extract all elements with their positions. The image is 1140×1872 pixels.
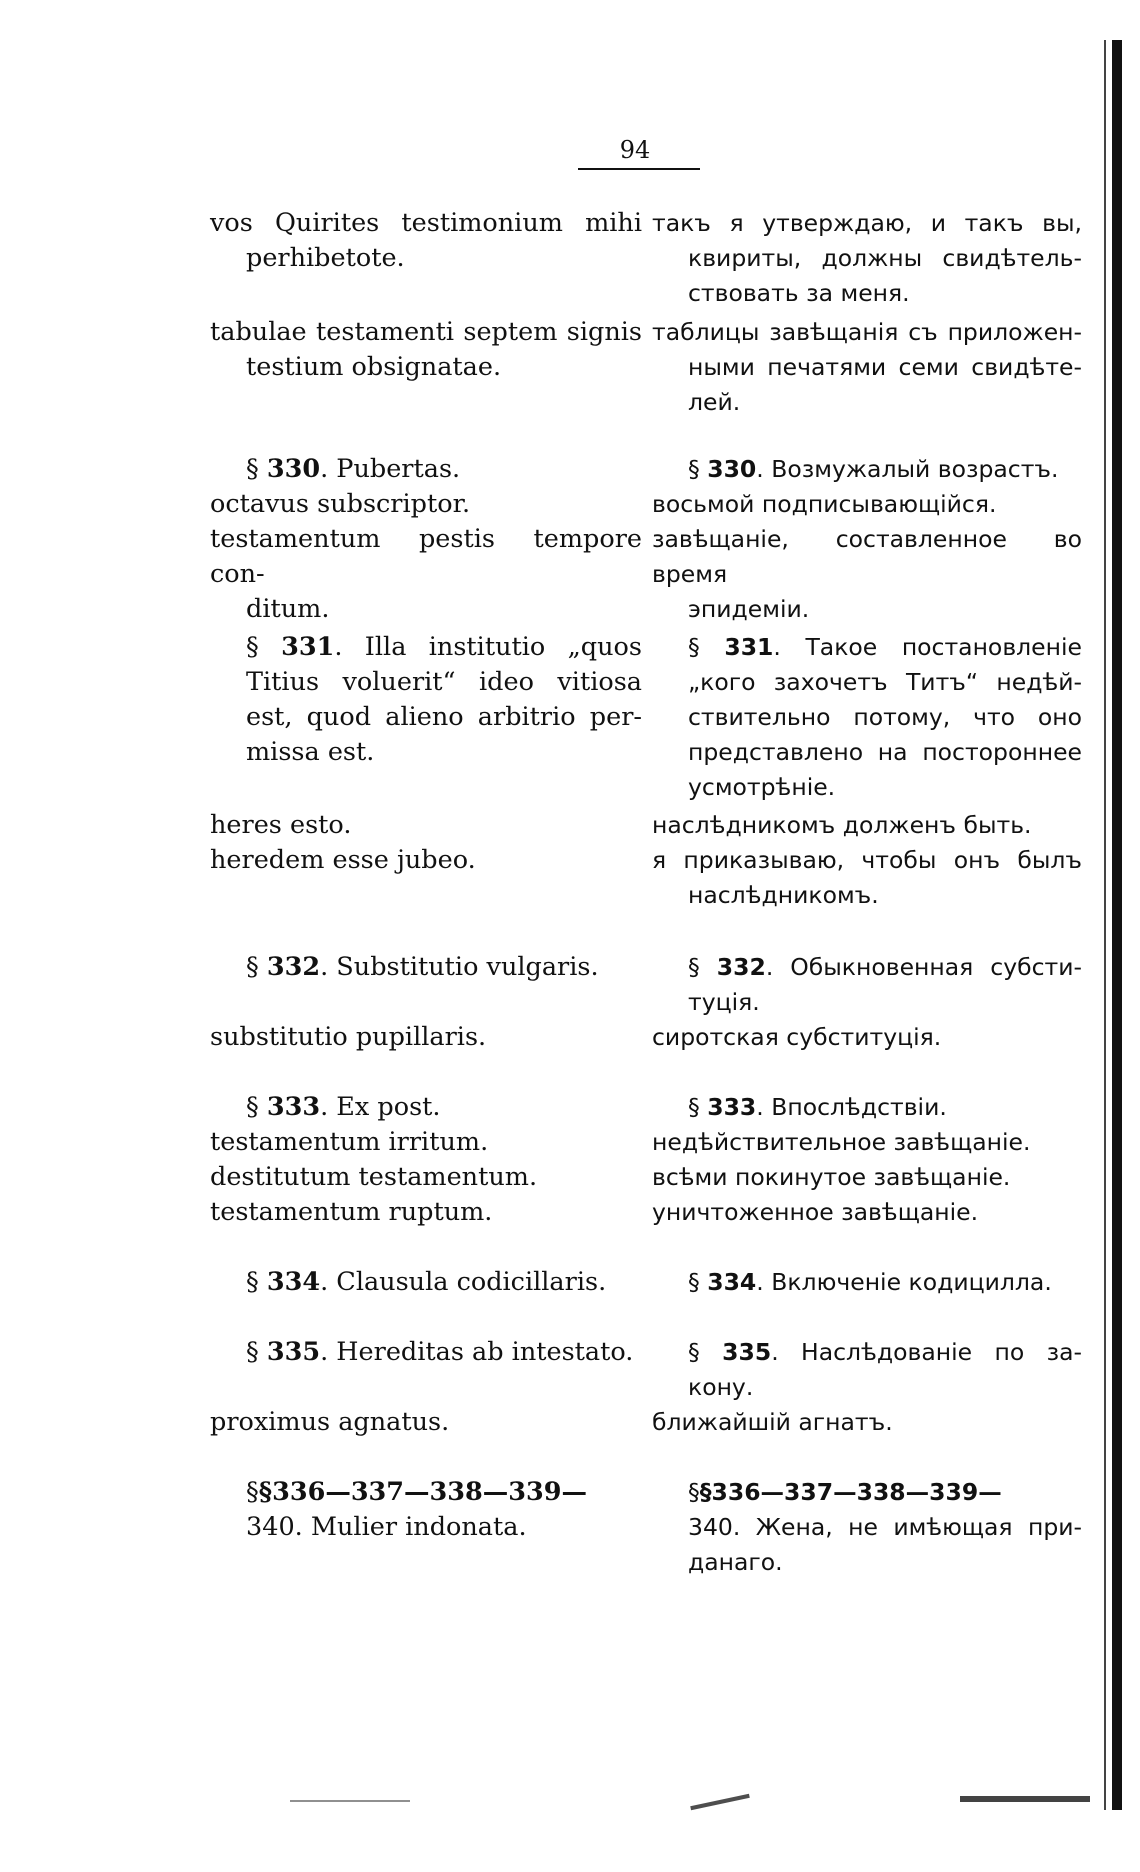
- section-title: . Substitutio vulgaris.: [320, 952, 599, 982]
- section-title: . Включеніе кодицилла.: [756, 1268, 1052, 1296]
- russian-line: ствовать за меня.: [688, 279, 910, 307]
- section-number: 331: [281, 632, 335, 662]
- latin-line: est, quod alieno arbitrio per-: [246, 702, 642, 732]
- russian-line: всѣми покинутое завѣщаніе.: [652, 1163, 1011, 1191]
- scan-smudge: [690, 1794, 750, 1810]
- latin-line: substitutio pupillaris.: [210, 1022, 487, 1052]
- russian-line: наслѣдникомъ.: [688, 881, 879, 909]
- russian-line: уничтоженное завѣщаніе.: [652, 1198, 979, 1226]
- russian-line: эпидеміи.: [688, 595, 810, 623]
- section-heading: § 334. Включеніе кодицилла.: [688, 1268, 1052, 1296]
- section-number: §336—337—338—339—: [258, 1477, 588, 1507]
- latin-column: [210, 630, 642, 770]
- russian-line: такъ я утверждаю, и такъ вы,: [652, 209, 1082, 237]
- section-number: 330: [266, 454, 321, 484]
- section-heading: § 335. Hereditas ab intestato.: [246, 1337, 634, 1367]
- latin-line: missa est.: [246, 737, 375, 767]
- section-number: 335: [722, 1338, 772, 1366]
- russian-line: туція.: [688, 988, 760, 1016]
- russian-column: [652, 630, 1082, 805]
- russian-line: ствительно потому, что оно: [688, 703, 1082, 731]
- russian-line: восьмой подписывающійся.: [652, 490, 997, 518]
- section-number: 332: [716, 953, 766, 981]
- russian-line: таблицы завѣщанія съ приложен-: [652, 318, 1082, 346]
- latin-column: [210, 1090, 642, 1125]
- russian-column: [652, 843, 1082, 913]
- section-number: 331: [724, 633, 774, 661]
- latin-line: testamentum ruptum.: [210, 1197, 493, 1227]
- latin-column: [210, 843, 642, 878]
- section-title: . Такое постановленіе: [773, 633, 1082, 661]
- section-number: §336—337—338—339—: [699, 1478, 1002, 1506]
- section-number: 330: [707, 455, 757, 483]
- russian-column: [652, 315, 1082, 420]
- section-heading: § 330. Возмужалый возрастъ.: [688, 455, 1059, 483]
- latin-line: octavus subscriptor.: [210, 489, 471, 519]
- russian-column: [652, 1125, 1082, 1160]
- latin-line: destitutum testamentum.: [210, 1162, 538, 1192]
- section-title: . Впослѣдствіи.: [756, 1093, 947, 1121]
- section-title: . Illa institutio „quos: [334, 632, 642, 662]
- russian-line: кону.: [688, 1373, 754, 1401]
- russian-line: усмотрѣніе.: [688, 773, 836, 801]
- russian-line: квириты, должны свидѣтель-: [688, 244, 1082, 272]
- scan-smudge: [960, 1796, 1090, 1802]
- section-title: . Clausula codicillaris.: [320, 1267, 607, 1297]
- latin-line: perhibetote.: [246, 243, 405, 273]
- latin-line: vos Quirites testimonium mihi: [210, 208, 642, 238]
- latin-column: [210, 808, 642, 843]
- section-number: 332: [266, 952, 321, 982]
- latin-line: proximus agnatus.: [210, 1407, 450, 1437]
- russian-column: [652, 1160, 1082, 1195]
- russian-line: наслѣдникомъ долженъ быть.: [652, 811, 1032, 839]
- section-heading: §§336—337—338—339—: [688, 1478, 1002, 1506]
- section-title: . Обыкновенная субсти-: [765, 953, 1082, 981]
- page-edge-shadow: [1112, 40, 1122, 1810]
- russian-column: [652, 1475, 1082, 1580]
- section-heading: § 331. Illa institutio „quos: [246, 632, 642, 662]
- latin-column: [210, 950, 642, 985]
- russian-line: я приказываю, чтобы онъ былъ: [652, 846, 1082, 874]
- section-title: . Pubertas.: [320, 454, 461, 484]
- section-heading: § 334. Clausula codicillaris.: [246, 1267, 607, 1297]
- scan-smudge: [290, 1800, 410, 1802]
- russian-column: [652, 1265, 1082, 1300]
- section-heading: § 333. Ex post.: [246, 1092, 441, 1122]
- russian-column: [652, 522, 1082, 627]
- russian-column: [652, 1195, 1082, 1230]
- latin-line: heres esto.: [210, 810, 352, 840]
- section-number: 333: [266, 1092, 321, 1122]
- russian-column: [652, 487, 1082, 522]
- page-number-rule: [578, 168, 700, 170]
- section-heading: § 335. Наслѣдованіе по за-: [688, 1338, 1082, 1366]
- section-heading: § 330. Pubertas.: [246, 454, 461, 484]
- latin-column: [210, 1475, 642, 1545]
- russian-line: завѣщаніе, составленное во время: [652, 525, 1082, 588]
- section-heading: § 333. Впослѣдствіи.: [688, 1093, 947, 1121]
- russian-line: ными печатями семи свидѣте-: [688, 353, 1082, 381]
- russian-line: ближайшій агнатъ.: [652, 1408, 893, 1436]
- latin-line: testamentum pestis tempore con-: [210, 524, 642, 589]
- russian-column: [652, 1090, 1082, 1125]
- russian-column: [652, 808, 1082, 843]
- russian-column: [652, 206, 1082, 311]
- latin-line: testium obsignatae.: [246, 352, 502, 382]
- russian-column: [652, 452, 1082, 487]
- latin-line: 340. Mulier indonata.: [246, 1512, 527, 1542]
- latin-column: [210, 1020, 642, 1055]
- page-edge-line: [1104, 40, 1106, 1810]
- latin-line: testamentum irritum.: [210, 1127, 489, 1157]
- russian-line: данаго.: [688, 1548, 783, 1576]
- section-number: 334: [707, 1268, 757, 1296]
- latin-column: [210, 1160, 642, 1195]
- russian-line: недѣйствительное завѣщаніе.: [652, 1128, 1031, 1156]
- section-number: 334: [266, 1267, 321, 1297]
- russian-line: „кого захочетъ Титъ“ недѣй-: [688, 668, 1082, 696]
- latin-line: tabulae testamenti septem signis: [210, 317, 642, 347]
- latin-column: [210, 452, 642, 487]
- section-heading: §§336—337—338—339—: [246, 1477, 588, 1507]
- section-title: . Ex post.: [320, 1092, 441, 1122]
- latin-column: [210, 315, 642, 385]
- russian-column: [652, 1020, 1082, 1055]
- section-heading: § 331. Такое постановленіе: [688, 633, 1082, 661]
- section-title: . Возмужалый возрастъ.: [756, 455, 1059, 483]
- page-number: 94: [619, 136, 651, 164]
- latin-column: [210, 1195, 642, 1230]
- latin-line: heredem esse jubeo.: [210, 845, 476, 875]
- section-heading: § 332. Substitutio vulgaris.: [246, 952, 599, 982]
- russian-line: лей.: [688, 388, 741, 416]
- latin-column: [210, 1405, 642, 1440]
- russian-column: [652, 950, 1082, 1020]
- latin-column: [210, 1265, 642, 1300]
- latin-column: [210, 1335, 642, 1370]
- section-heading: § 332. Обыкновенная субсти-: [688, 953, 1082, 981]
- section-number: 333: [707, 1093, 757, 1121]
- latin-line: ditum.: [246, 594, 330, 624]
- latin-column: [210, 487, 642, 522]
- russian-line: представлено на постороннее: [688, 738, 1082, 766]
- russian-line: 340. Жена, не имѣющая при-: [688, 1513, 1082, 1541]
- russian-column: [652, 1405, 1082, 1440]
- latin-column: [210, 1125, 642, 1160]
- russian-column: [652, 1335, 1082, 1405]
- section-number: 335: [266, 1337, 321, 1367]
- section-title: . Наслѣдованіе по за-: [771, 1338, 1082, 1366]
- russian-line: сиротская субституція.: [652, 1023, 942, 1051]
- section-title: . Hereditas ab intestato.: [320, 1337, 634, 1367]
- latin-line: Titius voluerit“ ideo vitiosa: [246, 667, 642, 697]
- latin-column: [210, 206, 642, 276]
- latin-column: [210, 522, 642, 627]
